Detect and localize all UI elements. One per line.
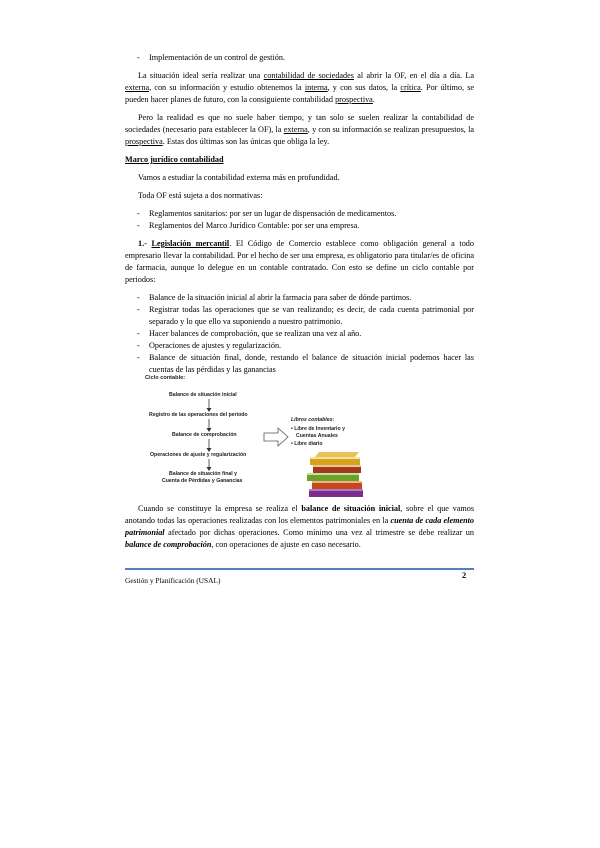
libros-title: Libros contables: — [291, 417, 335, 423]
paragraph-legislacion: 1.- Legislación mercantil. El Código de Comercio establece como obligación general a todo empresario llevar la contabilidad. Por el hecho de ser una empresa, es obligatorio para titular/es de oficina de farmacia, aunque lo delegue en un contable contratado. Con esto se define un ciclo contable por periodos: — [125, 239, 474, 284]
footer: Gestión y Planificación (USAL) — [125, 576, 221, 585]
paragraph-balance-inicial: Cuando se constituye la empresa se realiza el balance de situación inicial, sobre el que vamos anotando todas las operaciones realizadas con los elementos patrimoniales en la cuenta de cada elemento patrimonial afectado por dichas operaciones. Como mínimo una vez al trimestre se debe realizar un balance de comprobación, con operaciones de ajuste en caso necesario. — [125, 504, 475, 549]
diagram-title: Ciclo contable: — [145, 375, 186, 381]
paragraph-normativas: Toda OF está sujeta a dos normativas: — [138, 191, 263, 200]
arrow-down-icon — [205, 399, 213, 412]
ciclo-contable-diagram — [145, 375, 390, 500]
diagram-step: Balance de situación final y — [169, 471, 238, 477]
arrow-down-icon — [205, 419, 213, 432]
libros-item: • Libre diario — [291, 441, 323, 447]
list-item: - Balance de situación final, donde, restando el balance de situación inicial podemos hacer las cuentas de las pérdidas y las ganancias — [137, 353, 474, 374]
arrow-down-icon — [205, 459, 213, 471]
page-number: 2 — [462, 570, 467, 580]
list-item: - Registrar todas las operaciones que se van realizando; es decir, de cada cuenta patrimonial por separado y lo que ello va suponiendo a nuestro patrimonio. — [137, 305, 474, 326]
libros-item: • Libre de Inventario y — [291, 426, 345, 432]
diagram-step: Balance de situación inicial — [169, 392, 237, 398]
list-item: - Balance de la situación inicial al abrir la farmacia para saber de dónde partimos. — [137, 293, 412, 302]
diagram-step: Balance de comprobación — [172, 432, 237, 438]
diagram-step: Cuenta de Pérdidas y Ganancias — [162, 478, 243, 484]
arrow-down-icon — [205, 439, 213, 452]
paragraph-situacion-ideal: La situación ideal sería realizar una contabilidad de sociedades al abrir la OF, en el día a día. La externa, con su información y estudio obtenemos la interna, y con sus datos, la crítica. Por último, se pueden hacer planes de futuro, con la consiguiente contabilidad prospectiva. — [125, 71, 475, 104]
list-item: - Implementación de un control de gestión. — [137, 53, 285, 62]
arrow-right-icon — [263, 427, 289, 447]
diagram-step: Registro de las operaciones del periodo — [149, 412, 248, 418]
document-body — [125, 52, 474, 376]
list-item: - Reglamentos sanitarios: por ser un lugar de dispensación de medicamentos. — [137, 209, 397, 218]
diagram-step: Operaciones de ajuste y regularización — [150, 452, 247, 458]
section-heading: Marco jurídico contabilidad — [125, 155, 224, 164]
books-stack-icon — [305, 451, 367, 499]
paragraph-intro: Vamos a estudiar la contabilidad externa más en profundidad. — [138, 173, 340, 182]
list-item: - Reglamentos del Marco Jurídico Contable: por ser una empresa. — [137, 221, 360, 230]
paragraph-realidad: Pero la realidad es que no suele haber tiempo, y tan solo se suelen realizar la contabilidad de sociedades (necesario para establecer la OF), la externa, y con su información se realizan presupuestos, la prospectiva. Estas dos últimas son las únicas que obliga la ley. — [125, 113, 474, 146]
document-body-bottom — [125, 503, 474, 551]
list-item: - Operaciones de ajustes y regularización. — [137, 341, 282, 350]
libros-item: Cuentas Anuales — [296, 433, 338, 439]
footer-rule — [125, 568, 474, 570]
list-item: - Hacer balances de comprobación, que se realizan una vez al año. — [137, 329, 362, 338]
